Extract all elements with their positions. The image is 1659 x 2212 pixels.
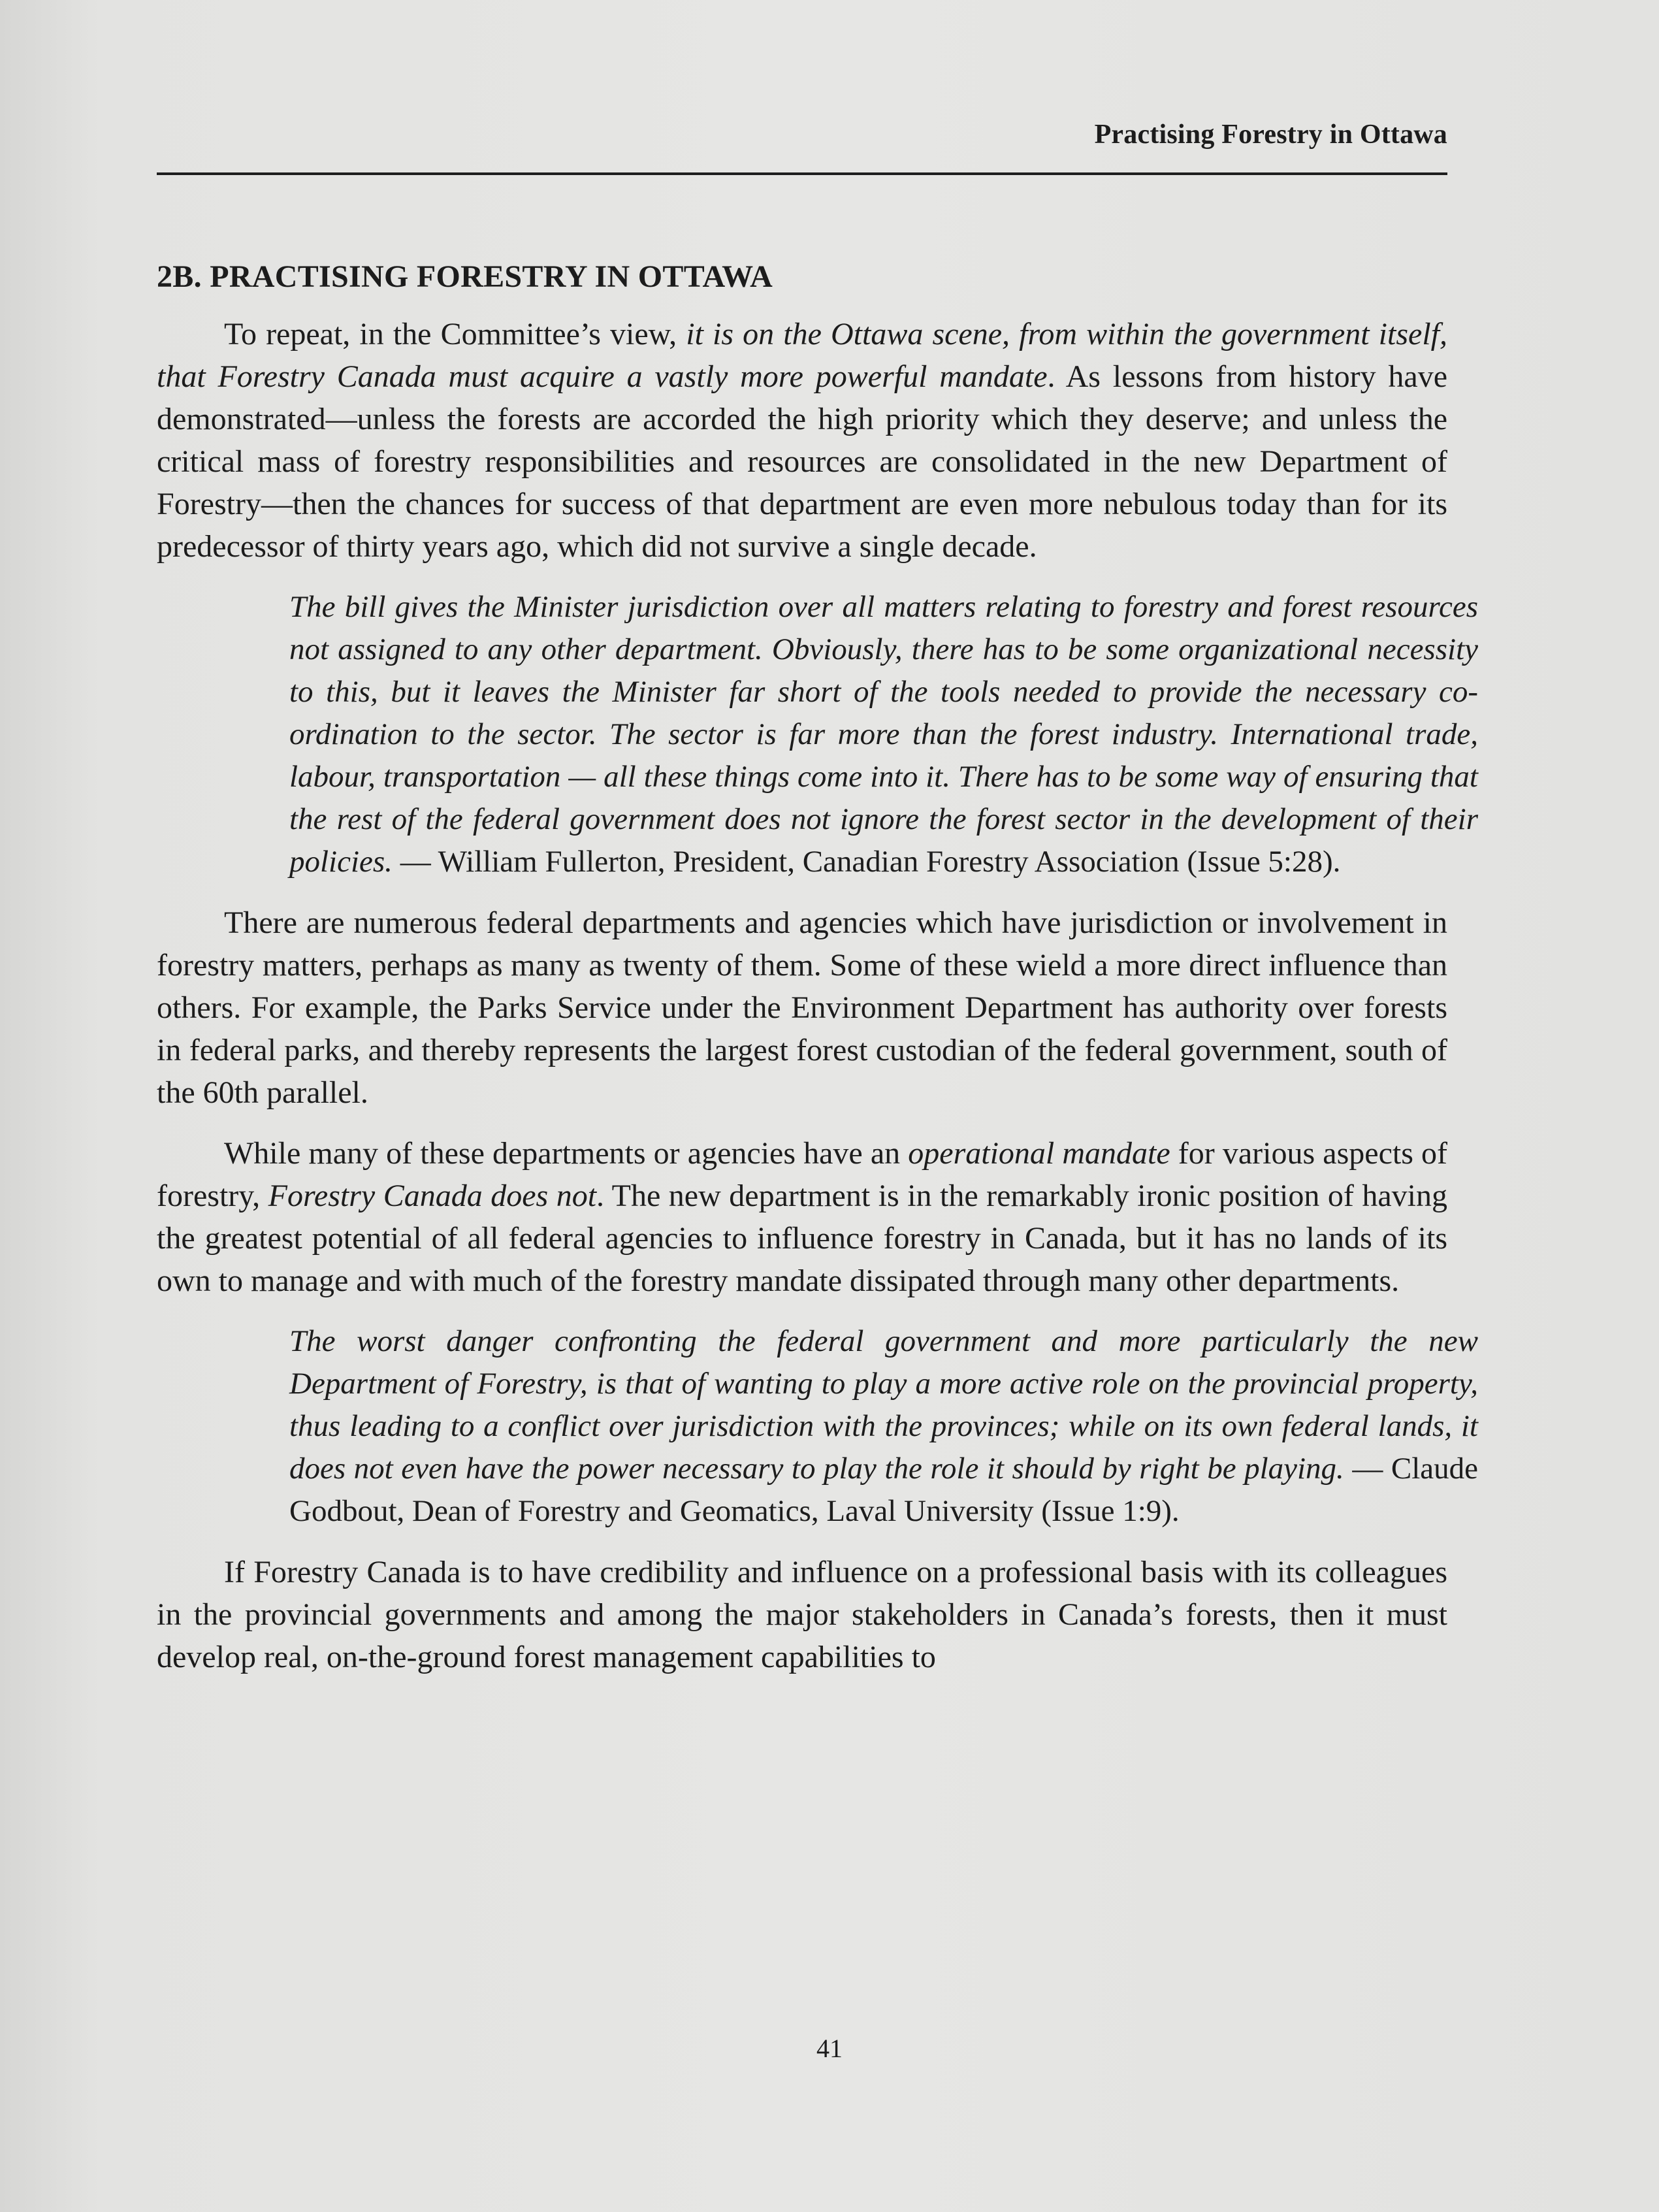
paragraph-1-lead: To repeat, in the Committee’s view, bbox=[224, 317, 686, 351]
paragraph-2: There are numerous federal departments and agencies which have jurisdiction or involvement in forestry matters, perhaps as many as twenty of them. Some of these wield a more direct influence than others. For example, the Parks Service under the Environment Department has authority over forests in federal parks, and thereby represents the largest forest custodian of the federal government, south of the 60th parallel. bbox=[157, 905, 1447, 1110]
paragraph-1-emphasis: it is on the Ottawa scene, from within the government itself, that Forestry Canada must acquire a vastly more powerful mandate bbox=[157, 317, 1448, 394]
paragraph-3-mid: for various aspects of forestry, bbox=[157, 1136, 1448, 1213]
paragraph-3 bbox=[157, 1132, 1447, 1302]
paragraph-1-rest: . As lessons from history have demonstrated—unless the forests are accorded the high priority which they deserve; and unless the critical mass of forestry responsibilities and resources are consolidated in the new Department of Forestry—then the chances for success of that department are even more nebulous today than for its predecessor of thirty years ago, which did not survive a single decade. bbox=[157, 359, 1447, 564]
section-title: 2B. PRACTISING FORESTRY IN OTTAWA bbox=[157, 259, 773, 294]
paragraph-3-emphasis-2: Forestry Canada does not bbox=[268, 1179, 597, 1213]
paragraph-3-lead: While many of these departments or agencies have an bbox=[224, 1136, 909, 1171]
page-header bbox=[157, 116, 1447, 175]
quote-1-text: The bill gives the Minister jurisdiction over all matters relating to forestry and forest resources not assigned to any other department. Obviously, there has to be some organizational necessity to this, but it leaves the Minister far short of the tools needed to provide the necessary co-ordination to the sector. The sector is far more than the forest industry. International trade, labour, transportation — all these things come into it. There has to be some way of ensuring that the rest of the federal government does not ignore the forest sector in the development of their policies. bbox=[289, 590, 1478, 879]
page-number: 41 bbox=[816, 2034, 843, 2063]
block-quote-fullerton bbox=[289, 586, 1478, 883]
quote-2-text: The worst danger confronting the federal government and more particularly the new Department of Forestry, is that of wanting to play a more active role on the provincial property, thus leading to a conflict over jurisdiction with the provinces; while on its own federal lands, it does not even have the power necessary to play the role it should by right be playing. bbox=[289, 1324, 1478, 1486]
paragraph-3-emphasis-1: operational mandate bbox=[908, 1136, 1170, 1171]
page-content bbox=[157, 259, 1478, 1697]
quote-2-attribution: — Claude Godbout, Dean of Forestry and Geomatics, Laval University (Issue 1:9). bbox=[289, 1452, 1478, 1528]
paragraph-4: If Forestry Canada is to have credibility and influence on a professional basis with its colleagues in the provincial governments and among the major stakeholders in Canada’s forests, then it must develop real, on-the-ground forest management capabilities to bbox=[157, 1555, 1447, 1674]
paragraph-3-rest: . The new department is in the remarkably ironic position of having the greatest potential of all federal agencies to influence forestry in Canada, but it has no lands of its own to manage and with much of the forestry mandate dissipated through many other departments. bbox=[157, 1179, 1448, 1298]
block-quote-godbout bbox=[289, 1320, 1478, 1533]
paragraph-1 bbox=[157, 313, 1447, 568]
running-head: Practising Forestry in Ottawa bbox=[1094, 120, 1447, 150]
quote-1-attribution: — William Fullerton, President, Canadian Forestry Association (Issue 5:28). bbox=[392, 845, 1341, 879]
